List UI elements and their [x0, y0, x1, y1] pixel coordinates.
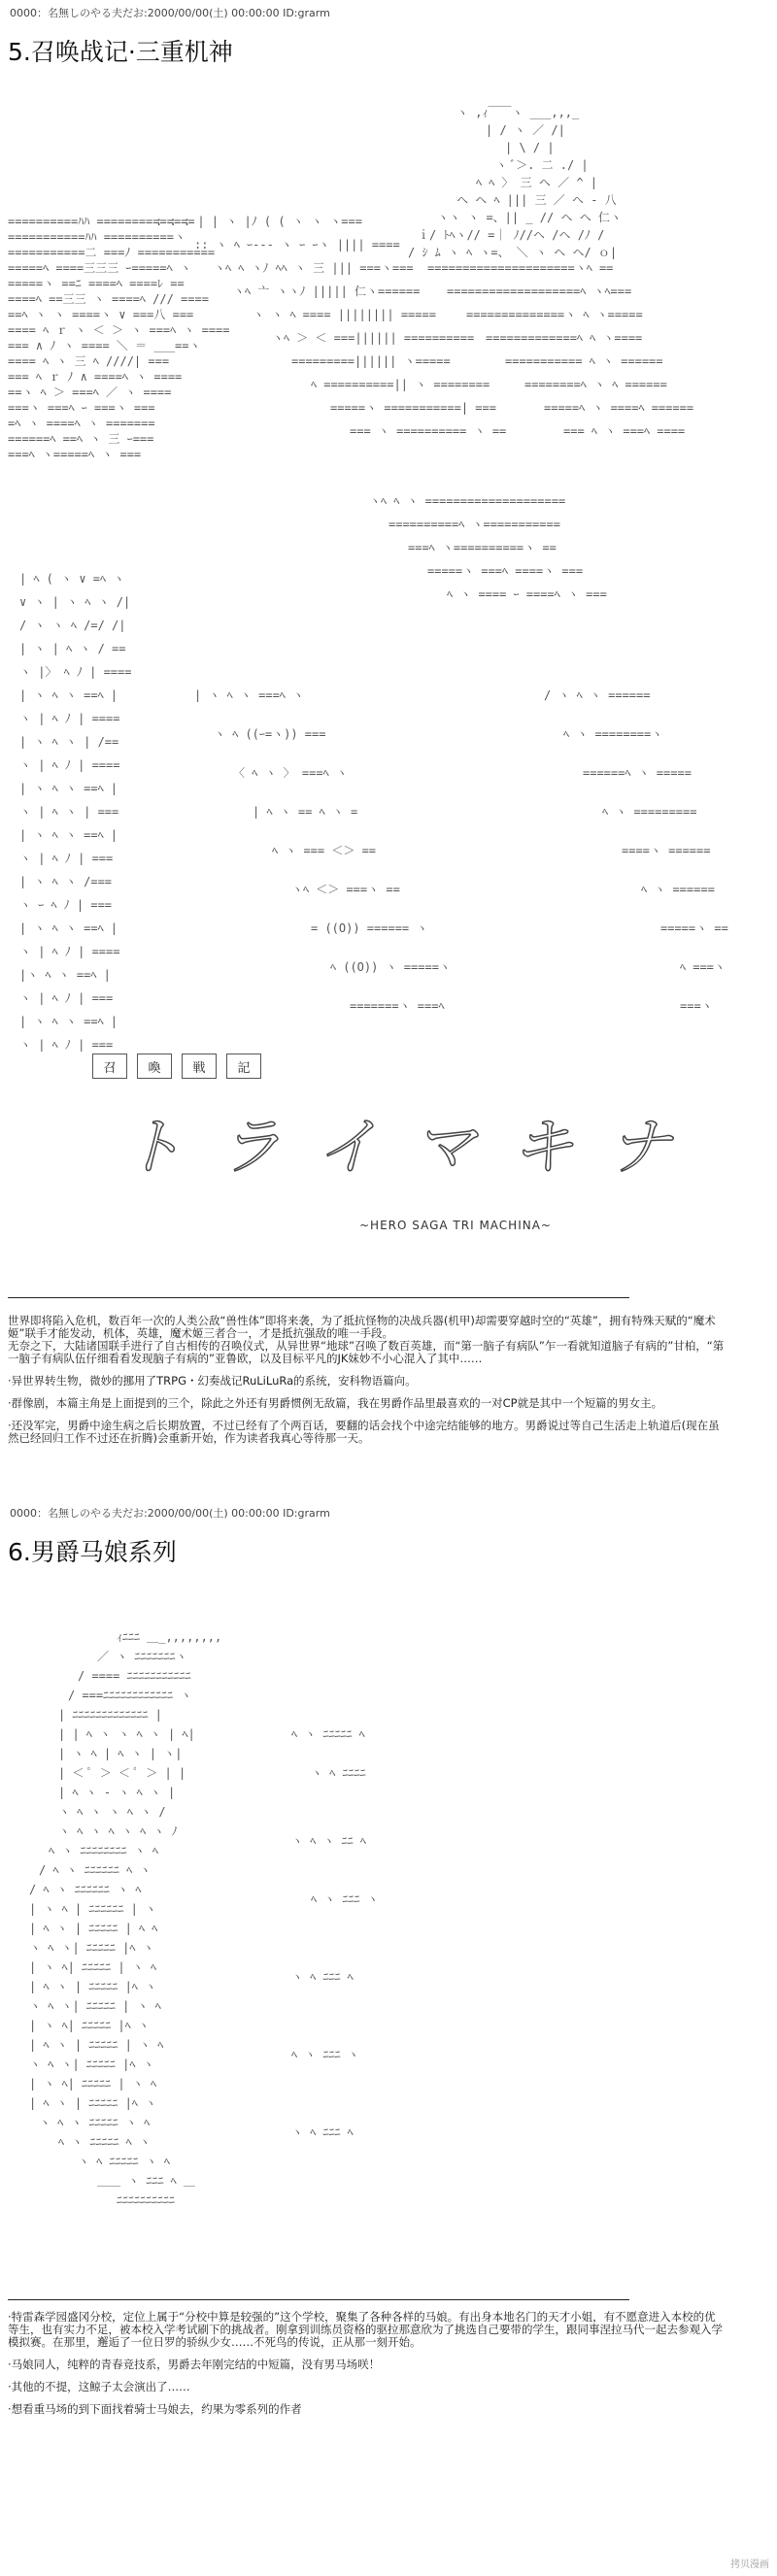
- svg-text:ヽ | ﾍ ヽ | ===: ヽ | ﾍ ヽ | ===: [19, 805, 119, 819]
- svg-text:====ﾍ ==三三 ヽ ====ﾍ /// ====: ====ﾍ ==三三 ヽ ====ﾍ /// ====: [8, 292, 209, 306]
- svg-text:ﾍ ヽ =========: ﾍ ヽ =========: [602, 805, 697, 819]
- svg-text:| ﾍ ( ヽ ∨ =ﾍ ヽ: | ﾍ ( ヽ ∨ =ﾍ ヽ: [19, 572, 125, 585]
- svg-text:| ﾍ ヽ | ﾆﾆﾆﾆﾆ |ﾍ ヽ: | ﾍ ヽ | ﾆﾆﾆﾆﾆ |ﾍ ヽ: [29, 2096, 157, 2110]
- svg-text:ﾍ ((O)) ヽ =====ヽ: ﾍ ((O)) ヽ =====ヽ: [330, 960, 451, 974]
- ascii-art-mecha: [8, 105, 728, 1052]
- svg-text:〈 ﾍ ヽ 〉 ===ﾍ ヽ: 〈 ﾍ ヽ 〉 ===ﾍ ヽ: [233, 766, 348, 780]
- svg-text:ヽ | ﾍ ﾉ | ====: ヽ | ﾍ ﾉ | ====: [19, 712, 120, 725]
- logo-subtitle: ~HERO SAGA TRI MACHINA~: [359, 1219, 552, 1232]
- svg-text:=ﾍ ヽ ====ﾍ ヽ =======: =ﾍ ヽ ====ﾍ ヽ =======: [8, 417, 155, 430]
- svg-text:ﾍ ヽ ﾆﾆﾆ ヽ: ﾍ ヽ ﾆﾆﾆ ヽ: [291, 2048, 359, 2061]
- section1-para-5: ·还没军完，男爵中途生病之后长期放置，不过已经有了个两百话，要翻的话会找个中途完结能够的地方。男爵说过等自己生活走上轨道后(现在虽然已经回归工作不过还在折腾)会重新开始，作为读者我真心等待那一天。: [8, 1419, 720, 1445]
- svg-text:ヽ ﾍ ﾆﾆﾆﾆﾆ ヽ ﾍ: ヽ ﾍ ﾆﾆﾆﾆﾆ ヽ ﾍ: [78, 2155, 170, 2168]
- svg-text:| ヽ ﾍ ヽ /===: | ヽ ﾍ ヽ /===: [19, 875, 113, 888]
- svg-text:ヽ ﾍ ヽ ヽ ﾍ ヽ /: ヽ ﾍ ヽ ヽ ﾍ ヽ /: [58, 1805, 166, 1819]
- svg-text:| ヽ ﾍ ヽ ==ﾍ |: | ヽ ﾍ ヽ ==ﾍ |: [19, 921, 118, 935]
- svg-text:| ヽ ﾍ ヽ ==ﾍ |: | ヽ ﾍ ヽ ==ﾍ |: [19, 688, 118, 702]
- section1-para-1: 世界即将陷入危机，数百年一次的人类公敌“兽性体”即将来袭，为了抵抗怪物的决战兵器(机甲)却需要穿越时空的“英雄”，拥有特殊天赋的“魔术姬”联手才能发动，机体，英雄，魔术姬三者合一，才是抵抗强敌的唯一手段。: [8, 1314, 716, 1340]
- svg-text:ヽ |〉 ﾍ ﾉ | ====: ヽ |〉 ﾍ ﾉ | ====: [19, 665, 132, 679]
- svg-text:=============ﾍ ﾍ ヽ====: =============ﾍ ﾍ ヽ====: [486, 331, 643, 345]
- svg-text:| / ヽ ／ /|: | / ヽ ／ /|: [486, 123, 565, 137]
- svg-text:===ﾍ ヽ==========ヽ ==: ===ﾍ ヽ==========ヽ ==: [408, 541, 557, 554]
- svg-text:ヽ ﾍ ヽ| ﾆﾆﾆﾆﾆ |ﾍ ヽ: ヽ ﾍ ヽ| ﾆﾆﾆﾆﾆ |ﾍ ヽ: [29, 2057, 154, 2071]
- svg-text:ｉ/ ﾄﾍヽ// =｜ ﾉ//ヘ /ヘ /ﾉ /: ｉ/ ﾄﾍヽ// =｜ ﾉ//ヘ /ヘ /ﾉ /: [418, 228, 605, 242]
- svg-text:/ ===ﾆﾆﾆﾆﾆﾆﾆﾆﾆﾆﾆﾆ ヽ: / ===ﾆﾆﾆﾆﾆﾆﾆﾆﾆﾆﾆﾆ ヽ: [68, 1689, 192, 1702]
- section2-para-3: ·其他的不提，这鲸子太会演出了……: [8, 2380, 190, 2393]
- svg-text:===========二 ===ﾉ ===========: ===========二 ===ﾉ ===========: [8, 246, 216, 259]
- svg-text:ヽ ﾍ ヽ| ﾆﾆﾆﾆﾆ | ヽ ﾍ: ヽ ﾍ ヽ| ﾆﾆﾆﾆﾆ | ヽ ﾍ: [29, 1999, 161, 2013]
- section1-text: [8, 1315, 726, 1445]
- svg-text:==== ﾍ ヽ 三 ﾍ ////| ===: ==== ﾍ ヽ 三 ﾍ ////| ===: [8, 354, 170, 368]
- svg-text:ﾍ ヽ === ＜＞ ==: ﾍ ヽ === ＜＞ ==: [272, 844, 377, 857]
- svg-text:ヽﾍ ＜＞ ===ヽ ==: ヽﾍ ＜＞ ===ヽ ==: [291, 883, 400, 896]
- svg-text:| ﾍ ヽ == ﾍ ヽ =: | ﾍ ヽ == ﾍ ヽ =: [253, 805, 358, 819]
- svg-text:ヽ ヽ ﾍ ==== |||||||| =====: ヽ ヽ ﾍ ==== |||||||| =====: [253, 308, 436, 321]
- svg-text:/ ==== ﾆﾆﾆﾆﾆﾆﾆﾆﾆﾆﾆ: / ==== ﾆﾆﾆﾆﾆﾆﾆﾆﾆﾆﾆ: [78, 1669, 191, 1683]
- svg-text:=======ヽ ===ﾍ: =======ヽ ===ﾍ: [350, 999, 445, 1013]
- svg-text:====ヽ ======: ====ヽ ======: [622, 844, 711, 857]
- svg-text:ヽ | ﾍ ﾉ | ====: ヽ | ﾍ ﾉ | ====: [19, 758, 120, 772]
- section1-para-4: ·群像剧，本篇主角是上面提到的三个，除此之外还有男爵惯例无敌篇，我在男爵作品里最喜欢的一对CP就是其中一个短篇的男女主。: [8, 1396, 663, 1410]
- svg-text:/ ﾍ ヽ ﾆﾆﾆﾆﾆﾆ ヽ ﾍ: / ﾍ ヽ ﾆﾆﾆﾆﾆﾆ ヽ ﾍ: [29, 1883, 142, 1896]
- svg-text:===================ﾍ ヽﾍ===: ===================ﾍ ヽﾍ===: [447, 284, 632, 298]
- svg-text:==== ﾍ ｒ ヽ ＜ ＞ ヽ ===ﾍ ヽ ====: ==== ﾍ ｒ ヽ ＜ ＞ ヽ ===ﾍ ヽ ====: [8, 323, 230, 337]
- svg-text:===ヽ ===ﾍ ｰ ===ヽ ===: ===ヽ ===ﾍ ｰ ===ヽ ===: [8, 401, 155, 415]
- post-header-1: 0000：名無しのやる夫だお:2000/00/00(土) 00:00:00 ID:grarm: [10, 7, 330, 19]
- svg-text:==============ヽ ﾍ ヽ=====: ==============ヽ ﾍ ヽ=====: [466, 308, 643, 321]
- svg-text:ヽ ﾍ ﾆﾆﾆﾆ: ヽ ﾍ ﾆﾆﾆﾆ: [311, 1766, 366, 1780]
- svg-text:=====ﾍ ヽ ====ﾍ ======: =====ﾍ ヽ ====ﾍ ======: [544, 401, 694, 415]
- svg-text:| ヽ ﾍ | ﾍ ヽ | ヽ|: | ヽ ﾍ | ﾍ ヽ | ヽ|: [58, 1747, 183, 1760]
- svg-text:ヽ ﾍ ヽ ﾆﾆﾆﾆﾆ ヽ ﾍ: ヽ ﾍ ヽ ﾆﾆﾆﾆﾆ ヽ ﾍ: [39, 2116, 151, 2129]
- svg-text:/ ｼ ﾑ ヽ ﾍ ヽ=、 ＼ ヽ ヘ ヘ/ ｏ|: / ｼ ﾑ ヽ ﾍ ヽ=、 ＼ ヽ ヘ ヘ/ ｏ|: [408, 246, 618, 259]
- svg-text:ヽ ﾍ ヽ ﾍ ヽ ﾍ ヽ ﾉ: ヽ ﾍ ヽ ﾍ ヽ ﾍ ヽ ﾉ: [58, 1824, 178, 1838]
- svg-text:=====ﾍ ====三三三 ｰ=====ﾍ ヽ: =====ﾍ ====三三三 ｰ=====ﾍ ヽ: [8, 261, 191, 275]
- svg-text:ヽ ｰ ﾍ ﾉ | ===: ヽ ｰ ﾍ ﾉ | ===: [19, 898, 113, 912]
- post-header-2: 0000：名無しのやる夫だお:2000/00/00(土) 00:00:00 ID:grarm: [10, 1507, 330, 1520]
- svg-text:ﾍ ヽ ==== ｰ ====ﾍ ヽ ===: ﾍ ヽ ==== ｰ ====ﾍ ヽ ===: [447, 587, 607, 601]
- section1-para-3: ·异世界转生物，微妙的挪用了TRPG・幻奏战记RuLiLuRa的系统，安科物语篇向。: [8, 1374, 417, 1388]
- svg-text:ﾍ ヽ ﾆﾆﾆﾆﾆ ﾍ: ﾍ ヽ ﾆﾆﾆﾆﾆ ﾍ: [291, 1727, 365, 1741]
- svg-text:ﾍ ヽ ========ヽ: ﾍ ヽ ========ヽ: [563, 727, 663, 741]
- section2-para-1: ·特雷森学园盛冈分校，定位上属于“分校中算是较强的”这个学校，聚集了各种各样的马娘。有出身本地名门的天才小姐，有不愿意进入本校的优等生，也有实力不足，被本校入学考试刷下的挑战者。刚拿到训练员资格的驱拉那意欣为了挑选自己要带的学生，跟同事涅拉马代一起去参观入学模拟赛。在那里，邂逅了一位日罗的骄纵少女……不死鸟的传说，正从那一刻开始。: [8, 2310, 723, 2349]
- svg-text:| \ / |: | \ / |: [505, 141, 555, 154]
- svg-text:==========ﾊﾊ ==============: ==========ﾊﾊ ==============: [8, 215, 195, 228]
- svg-text:| ヽ ﾍ ヽ ==ﾍ |: | ヽ ﾍ ヽ ==ﾍ |: [19, 782, 118, 795]
- logo-box-4: 記: [226, 1054, 261, 1079]
- svg-text:| ﾍ ヽ | ﾆﾆﾆﾆﾆ | ヽ ﾍ: | ﾍ ヽ | ﾆﾆﾆﾆﾆ | ヽ ﾍ: [29, 2038, 164, 2052]
- svg-text:=====ヽ ===ﾍ ====ヽ ===: =====ヽ ===ﾍ ====ヽ ===: [427, 564, 584, 578]
- svg-text:=====================ヽﾍ ==: =====================ヽﾍ ==: [427, 261, 614, 275]
- svg-text:ヽ ﾍ ﾆﾆﾆ ﾍ: ヽ ﾍ ﾆﾆﾆ ﾍ: [291, 1970, 354, 1984]
- watermark: 拷贝漫画: [730, 2559, 769, 2570]
- svg-text:／ ヽ ﾆﾆﾆﾆﾆﾆﾆヽ: ／ ヽ ﾆﾆﾆﾆﾆﾆﾆヽ: [97, 1650, 187, 1663]
- svg-text:===ヽ: ===ヽ: [680, 999, 713, 1013]
- svg-text:| ヽ | ﾍ ヽ / ==: | ヽ | ﾍ ヽ / ==: [19, 642, 126, 655]
- svg-text:| ﾍ ヽ | ﾆﾆﾆﾆﾆ | ﾍ ﾍ: | ﾍ ヽ | ﾆﾆﾆﾆﾆ | ﾍ ﾍ: [29, 1922, 158, 1935]
- svg-text:∨ ヽ | ヽ ﾍ ヽ /|: ∨ ヽ | ヽ ﾍ ヽ /|: [19, 595, 131, 609]
- svg-text:=== ヽ ========== ヽ ==: === ヽ ========== ヽ ==: [350, 424, 507, 438]
- divider-1: [8, 1297, 629, 1298]
- svg-text:ヽヽ ヽ =、|| _ // ヘ ヘ 仁ヽ: ヽヽ ヽ =、|| _ // ヘ ヘ 仁ヽ: [437, 211, 622, 224]
- svg-text:==========ﾍ ヽ===========: ==========ﾍ ヽ===========: [388, 518, 560, 531]
- logo-box-3: 戦: [182, 1054, 217, 1079]
- svg-text:==ヽ ﾍ ＞ ===ﾍ ／ ヽ ====: ==ヽ ﾍ ＞ ===ﾍ ／ ヽ ====: [8, 385, 172, 399]
- svg-text:| ＜ ﾟ ＞ ＜ ﾟ ＞ | |: | ＜ ﾟ ＞ ＜ ﾟ ＞ | |: [58, 1766, 186, 1780]
- svg-text:=====ヽ ==ﾆ ====ﾍ ====ﾚ ==: =====ヽ ==ﾆ ====ﾍ ====ﾚ ==: [8, 277, 185, 290]
- svg-text:| ヽ ﾍ ヽ ==ﾍ |: | ヽ ﾍ ヽ ==ﾍ |: [19, 828, 118, 842]
- svg-text:=== ﾍ ヽ ===ﾍ ====: === ﾍ ヽ ===ﾍ ====: [563, 424, 686, 438]
- svg-text:ヽ ﾍ ヽ ﾆﾆ ﾍ: ヽ ﾍ ヽ ﾆﾆ ﾍ: [291, 1834, 366, 1848]
- svg-text:ヽ | ﾍ ﾉ | ===: ヽ | ﾍ ﾉ | ===: [19, 852, 114, 865]
- svg-text:ﾍ ﾍ 〉 三 ヘ ／ ^ |: ﾍ ﾍ 〉 三 ヘ ／ ^ |: [476, 176, 598, 189]
- svg-text:ﾍ ==========|| ヽ ========: ﾍ ==========|| ヽ ========: [311, 378, 490, 391]
- svg-text:ﾆﾆﾆﾆﾆﾆﾆﾆﾆﾆ: ﾆﾆﾆﾆﾆﾆﾆﾆﾆﾆ: [117, 2193, 176, 2207]
- logo-block: [73, 1054, 694, 1248]
- svg-text:ﾍ ===ヽ: ﾍ ===ヽ: [680, 960, 726, 974]
- svg-text:| ﾆﾆﾆﾆﾆﾆﾆﾆﾆﾆﾆﾆﾆ |: | ﾆﾆﾆﾆﾆﾆﾆﾆﾆﾆﾆﾆﾆ |: [58, 1708, 162, 1722]
- svg-text:ヽﾍ ﾍ ヽﾉ ﾍﾍ ヽ 三 ||| ===ヽ===: ヽﾍ ﾍ ヽﾉ ﾍﾍ ヽ 三 ||| ===ヽ===: [214, 261, 414, 275]
- section2-text: [8, 2311, 726, 2416]
- logo-katakana: ト ラ イ マ キ ナ: [121, 1112, 679, 1184]
- svg-text:ヽ ,ｨ￣￣ヽ ___,,,_: ヽ ,ｨ￣￣ヽ ___,,,_: [456, 106, 580, 119]
- svg-text:| ヽ ﾍ ヽ | /==: | ヽ ﾍ ヽ | /==: [19, 735, 119, 749]
- section2-para-2: ·马娘同人，纯粹的青春竞技系，男爵去年刚完结的中短篇，没有男马场咲！: [8, 2358, 381, 2371]
- svg-text:========ﾍ ヽ ﾍ ======: ========ﾍ ヽ ﾍ ======: [524, 378, 667, 391]
- svg-text:: : : | | ヽ |ﾉ ( ( ヽ ヽ ヽ==: : : : | | ヽ |ﾉ ( ( ヽ ヽ ヽ===: [155, 215, 362, 228]
- svg-text:ヽ ﾍ ﾆﾆﾆ ﾍ: ヽ ﾍ ﾆﾆﾆ ﾍ: [291, 2125, 354, 2139]
- svg-text:|ヽ ﾍ ヽ ==ﾍ |: |ヽ ﾍ ヽ ==ﾍ |: [19, 968, 111, 982]
- svg-text:ﾍ ヽ ======: ﾍ ヽ ======: [641, 883, 715, 896]
- svg-text:=========== ﾍ ヽ ======: =========== ﾍ ヽ ======: [505, 354, 663, 368]
- svg-text:ヽﾍ ﾍ ヽ ====================: ヽﾍ ﾍ ヽ ====================: [369, 494, 566, 508]
- svg-text:ヽ ﾍ ヽ| ﾆﾆﾆﾆﾆ |ﾍ ヽ: ヽ ﾍ ヽ| ﾆﾆﾆﾆﾆ |ﾍ ヽ: [29, 1941, 154, 1955]
- svg-text:ｨﾆﾆﾆ ＿_,,,,,,,,: ｨﾆﾆﾆ ＿_,,,,,,,,: [117, 1630, 222, 1644]
- section2-para-4: ·想看重马场的到下面找着骑士马娘去，约果为零系列的作者: [8, 2402, 302, 2416]
- svg-text:ヽﾍ ＞ ＜ ===|||||| ==========: ヽﾍ ＞ ＜ ===|||||| ==========: [272, 331, 475, 345]
- svg-text:==ﾍ ヽ ヽ ====ヽ ∨ ===八 ===: ==ﾍ ヽ ヽ ====ヽ ∨ ===八 ===: [8, 308, 194, 321]
- svg-text:= ((O)) ====== ヽ: = ((O)) ====== ヽ: [311, 921, 428, 935]
- svg-text::: ヽ ﾍ ｰ--- ヽ ｰ ｰヽ |||| ====: :: ヽ ﾍ ｰ--- ヽ ｰ ｰヽ |||| ====: [194, 238, 400, 251]
- svg-text:| ヽ ﾍ ヽ ==ﾍ |: | ヽ ﾍ ヽ ==ﾍ |: [19, 1015, 118, 1028]
- svg-text:| ヽ ﾍ ヽ ===ﾍ ヽ: | ヽ ﾍ ヽ ===ﾍ ヽ: [194, 688, 305, 702]
- svg-text:＿＿ ヽ ﾆﾆﾆ ﾍ ＿: ＿＿ ヽ ﾆﾆﾆ ﾍ ＿: [97, 2174, 195, 2188]
- svg-text:=====ヽ ==: =====ヽ ==: [660, 921, 728, 935]
- svg-text:=== ﾍ ｒ ﾉ ∧ ====ﾍ ヽ ====: === ﾍ ｒ ﾉ ∧ ====ﾍ ヽ ====: [8, 370, 183, 384]
- svg-text:ヽ ﾞ＞. 二 ./ |: ヽ ﾞ＞. 二 ./ |: [495, 158, 589, 172]
- section1-para-2: 无奈之下，大陆诸国联手进行了自古相传的召唤仪式，从异世界“地球”召唤了数百英雄，而“第一脑子有病队”乍一看就知道脑子有病的”甘柏，“第一脑子有病队伍仔细看看发现脑子有病的”亚鲁欧，以及目标平凡的JK妹妙不小心混入了其中……: [8, 1339, 725, 1365]
- logo-kanji-row: [92, 1054, 261, 1079]
- svg-text:| | ﾍ ヽ ヽ ﾍ ヽ | ﾍ|: | | ﾍ ヽ ヽ ﾍ ヽ | ﾍ|: [58, 1727, 195, 1741]
- svg-text:=== ∧ ﾉ ヽ ==== ＼ ＝ ___==ヽ: === ∧ ﾉ ヽ ==== ＼ ＝ ___==ヽ: [8, 339, 201, 352]
- svg-text:/ ﾍ ヽ ﾆﾆﾆﾆﾆﾆ ﾍ ヽ: / ﾍ ヽ ﾆﾆﾆﾆﾆﾆ ﾍ ヽ: [39, 1863, 152, 1877]
- svg-text:=========|||||| ヽ=====: =========|||||| ヽ=====: [291, 354, 451, 368]
- section-title-2: 6.男爵马娘系列: [8, 1538, 177, 1566]
- svg-text:=====ヽ ===========| ===: =====ヽ ===========| ===: [330, 401, 496, 415]
- svg-text:ヘ ヘ ﾍ ||| 三 ／ ヘ - 八: ヘ ヘ ﾍ ||| 三 ／ ヘ - 八: [456, 193, 617, 207]
- svg-text:ﾍ ヽ ﾆﾆﾆﾆﾆﾆﾆﾆ ヽ ﾍ: ﾍ ヽ ﾆﾆﾆﾆﾆﾆﾆﾆ ヽ ﾍ: [49, 1844, 158, 1857]
- logo-box-2: 喚: [137, 1054, 172, 1079]
- section-title-1: 5.召唤战记·三重机神: [8, 38, 233, 66]
- ascii-art-horse-girl: [29, 1630, 379, 2207]
- svg-text:ヽﾍ 亠 ヽヽﾉ ||||| 仁ヽ======: ヽﾍ 亠 ヽヽﾉ ||||| 仁ヽ======: [233, 284, 421, 298]
- svg-text:| ヽ ﾍ| ﾆﾆﾆﾆﾆ | ヽ ﾍ: | ヽ ﾍ| ﾆﾆﾆﾆﾆ | ヽ ﾍ: [29, 2077, 157, 2091]
- svg-text:| ヽ ﾍ| ﾆﾆﾆﾆﾆ |ﾍ ヽ: | ヽ ﾍ| ﾆﾆﾆﾆﾆ |ﾍ ヽ: [29, 2019, 150, 2032]
- svg-text:| ヽ ﾍ | ﾆﾆﾆﾆﾆﾆ | ヽ: | ヽ ﾍ | ﾆﾆﾆﾆﾆﾆ | ヽ: [29, 1902, 157, 1916]
- svg-text:| ﾍ ヽ | ﾆﾆﾆﾆﾆ |ﾍ ヽ: | ﾍ ヽ | ﾆﾆﾆﾆﾆ |ﾍ ヽ: [29, 1980, 157, 1993]
- svg-text:| ﾍ ヽ ‐ ヽ ﾍ ヽ |: | ﾍ ヽ ‐ ヽ ﾍ ヽ |: [58, 1786, 176, 1799]
- logo-box-1: 召: [92, 1054, 127, 1079]
- svg-text:ﾍ ヽ ﾆﾆﾆ ヽ: ﾍ ヽ ﾆﾆﾆ ヽ: [311, 1892, 379, 1906]
- svg-text:===========ﾊﾊ ==========ヽ: ===========ﾊﾊ ==========ヽ: [8, 230, 186, 244]
- svg-text:======ﾍ ==ﾍ ヽ 三 ｰ===: ======ﾍ ==ﾍ ヽ 三 ｰ===: [8, 432, 154, 446]
- svg-text:/ ヽ ヽ ﾍ /=/ /|: / ヽ ヽ ﾍ /=/ /|: [19, 619, 126, 632]
- svg-text:ヽ ﾍ ((ｰ=ヽ)) ===: ヽ ﾍ ((ｰ=ヽ)) ===: [214, 727, 326, 741]
- divider-2: [8, 2299, 629, 2300]
- svg-text:===ﾍ ヽ=====ﾍ ヽ ===: ===ﾍ ヽ=====ﾍ ヽ ===: [8, 448, 142, 461]
- svg-text:| ヽ ﾍ| ﾆﾆﾆﾆﾆ | ヽ ﾍ: | ヽ ﾍ| ﾆﾆﾆﾆﾆ | ヽ ﾍ: [29, 1960, 157, 1974]
- svg-text:ヽ | ﾍ ﾉ | ===: ヽ | ﾍ ﾉ | ===: [19, 991, 114, 1005]
- svg-text:/ ヽ ﾍ ヽ ======: / ヽ ﾍ ヽ ======: [544, 688, 651, 702]
- svg-text:======ﾍ ヽ =====: ======ﾍ ヽ =====: [583, 766, 692, 780]
- svg-text:ヽ | ﾍ ﾉ | ====: ヽ | ﾍ ﾉ | ====: [19, 945, 120, 958]
- svg-text:ヽ | ﾍ ﾉ | ===: ヽ | ﾍ ﾉ | ===: [19, 1038, 114, 1052]
- svg-text:ﾍ ヽ ﾆﾆﾆﾆﾆ ﾍ ヽ: ﾍ ヽ ﾆﾆﾆﾆﾆ ﾍ ヽ: [58, 2135, 151, 2149]
